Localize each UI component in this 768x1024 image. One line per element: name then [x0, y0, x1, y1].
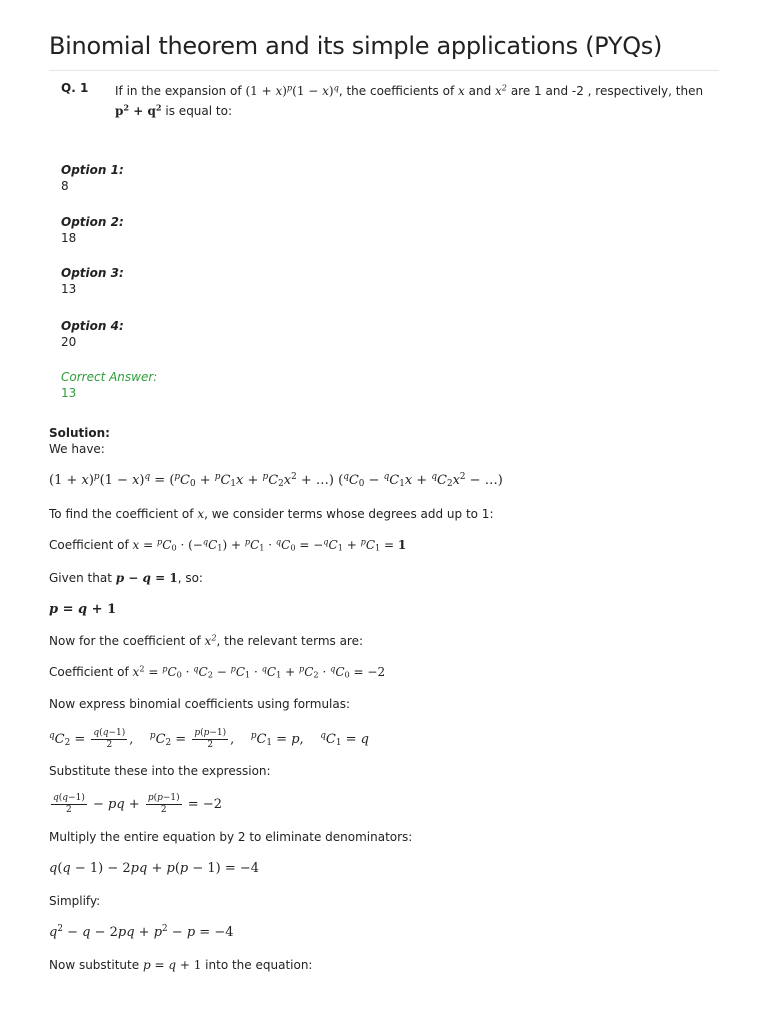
- math-x: x: [458, 84, 465, 98]
- question-number: Q. 1: [61, 81, 89, 95]
- math-x: x: [197, 507, 205, 521]
- solution-text-part: Coefficient of: [49, 665, 129, 679]
- solution-text-part: , the relevant terms are:: [216, 634, 364, 648]
- option-2-label: Option 2:: [61, 215, 124, 229]
- solution-text-part: , so:: [177, 571, 203, 585]
- binomial-coefficient-formulas: $^qC_2$ = $\frac{q(q-1)}{2}$ , $^pC_2$ = $\frac{p(p-1)}{2}$ , $^pC_1 = p$, $^qC_1 = q$: [49, 728, 369, 750]
- question-text-part: and: [468, 84, 492, 98]
- option-4-value: 20: [61, 335, 77, 349]
- math-expression: $x = ^pC_0 \cdot (-^qC_1) + ^pC_1 \cdot ^qC_0 = -^qC_1 + ^pC_1 = 1$: [132, 536, 407, 553]
- math-p2-plus-q2: $p^2 + q^2$: [115, 102, 162, 118]
- multiplied-equation: q(q − 1) − 2pq + p(p − 1) = −4: [49, 861, 260, 876]
- option-4-label: Option 4:: [61, 319, 124, 333]
- solution-text: Simplify:: [49, 894, 101, 908]
- solution-text-part: Coefficient of: [49, 538, 129, 552]
- option-1-label: Option 1:: [61, 163, 124, 177]
- solution-text: We have:: [49, 442, 105, 456]
- solution-heading: Solution:: [49, 426, 110, 440]
- page-title: Binomial theorem and its simple applications (PYQs): [49, 32, 663, 60]
- math-x-squared: $x^2$: [204, 632, 217, 648]
- option-3-value: 13: [61, 282, 77, 296]
- solution-text-part: , we consider terms whose degrees add up to 1:: [204, 507, 494, 521]
- solution-text: [49, 958, 312, 972]
- solution-text: Now express binomial coefficients using formulas:: [49, 697, 351, 711]
- question-text-part: If in the expansion of: [115, 84, 242, 98]
- math-expression: p − q = 1: [115, 571, 178, 585]
- p-equals-q-plus-1-equation: p = q + 1: [49, 602, 117, 617]
- substituted-equation: $\frac{q(q-1)}{2}$ − pq + $\frac{p(p-1)}{2}$ = −2: [53, 793, 222, 815]
- question-text: [115, 81, 720, 121]
- correct-answer-label: Correct Answer:: [61, 370, 158, 384]
- solution-text: Substitute these into the expression:: [49, 764, 271, 778]
- coefficient-x2-equation: [49, 665, 385, 679]
- option-1-value: 8: [61, 179, 69, 193]
- math-x-squared: $x^2$: [495, 82, 507, 98]
- question-text-part: is equal to:: [165, 104, 233, 118]
- solution-text: [49, 634, 363, 648]
- solution-text: Multiply the entire equation by 2 to eliminate denominators:: [49, 830, 413, 844]
- simplified-equation: $q^2 - q - 2pq + p^2 - p = -4$: [49, 924, 234, 940]
- given-line: [49, 571, 203, 585]
- question-text-part: are 1 and -2 , respectively, then: [510, 84, 704, 98]
- solution-text: [49, 507, 494, 521]
- solution-text-part: To find the coefficient of: [49, 507, 194, 521]
- math-expression: p = q + 1: [142, 958, 202, 972]
- correct-answer-value: 13: [61, 386, 77, 400]
- solution-text-part: Given that: [49, 571, 112, 585]
- coefficient-x-equation: [49, 538, 406, 552]
- option-3-label: Option 3:: [61, 266, 124, 280]
- solution-text-part: Now for the coefficient of: [49, 634, 201, 648]
- solution-text-part: Now substitute: [49, 958, 140, 972]
- math-expression: $x^2 = ^pC_0 \cdot ^qC_2 - ^pC_1 \cdot ^qC_1 + ^pC_2 \cdot ^qC_0 = -2$: [132, 663, 386, 680]
- title-divider: [49, 70, 719, 71]
- question-text-part: , the coefficients of: [338, 84, 455, 98]
- expansion-formula: $(1 + x)^p(1 - x)^q$: [245, 82, 339, 98]
- option-2-value: 18: [61, 231, 77, 245]
- expansion-product-equation: $(1 + x)^p(1 - x)^q = (^pC_0 + ^pC_1x + ^pC_2x^2$ + …) ($^qC_0 - ^qC_1x + ^qC_2x^2$ − …): [49, 472, 503, 489]
- solution-text-part: into the equation:: [205, 958, 313, 972]
